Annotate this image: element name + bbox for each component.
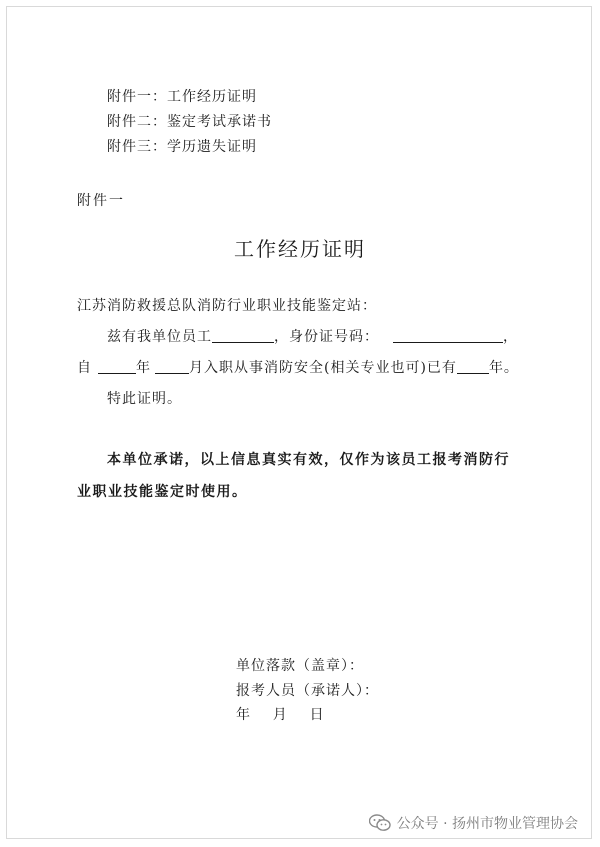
- start-year-blank: [98, 359, 136, 374]
- watermark: [369, 813, 578, 833]
- attachment-item-3: 附件三：学历遗失证明: [107, 139, 257, 155]
- commitment-line-1: 本单位承诺，以上信息真实有效，仅作为该员工报考消防行: [107, 452, 510, 468]
- start-month-blank: [155, 359, 189, 374]
- employee-line: [107, 326, 518, 346]
- attachment-item-2: 附件二：鉴定考试承诺书: [107, 114, 272, 130]
- id-label: ，身份证号码：: [274, 329, 379, 345]
- employee-name-blank: [212, 328, 274, 343]
- year-label: 年: [136, 360, 151, 376]
- years-blank: [457, 359, 489, 374]
- signature-date: 年 月 日: [236, 707, 325, 723]
- from-label: 自: [77, 360, 92, 376]
- certify-text: 特此证明。: [107, 391, 182, 407]
- document-title: 工作经历证明: [234, 237, 366, 261]
- employee-prefix: 兹有我单位员工: [107, 329, 212, 345]
- section-label: 附件一: [77, 193, 125, 209]
- unit-signature: 单位落款（盖章）：: [236, 658, 364, 674]
- addressee: 江苏消防救援总队消防行业职业技能鉴定站：: [77, 298, 377, 314]
- attachment-item-1: 附件一：工作经历证明: [107, 89, 257, 105]
- wechat-icon: [369, 814, 391, 832]
- years-label: 年。: [488, 360, 519, 376]
- watermark-text: 公众号 · 扬州市物业管理协会: [396, 816, 578, 832]
- employee-suffix: ，: [503, 329, 518, 345]
- commitment-line-2: 业职业技能鉴定时使用。: [77, 484, 248, 500]
- id-number-blank: [393, 328, 503, 343]
- applicant-signature: 报考人员（承诺人）：: [236, 683, 379, 699]
- employment-text: 月入职从事消防安全(相关专业也可)已有: [189, 360, 457, 376]
- employment-line: [77, 357, 519, 377]
